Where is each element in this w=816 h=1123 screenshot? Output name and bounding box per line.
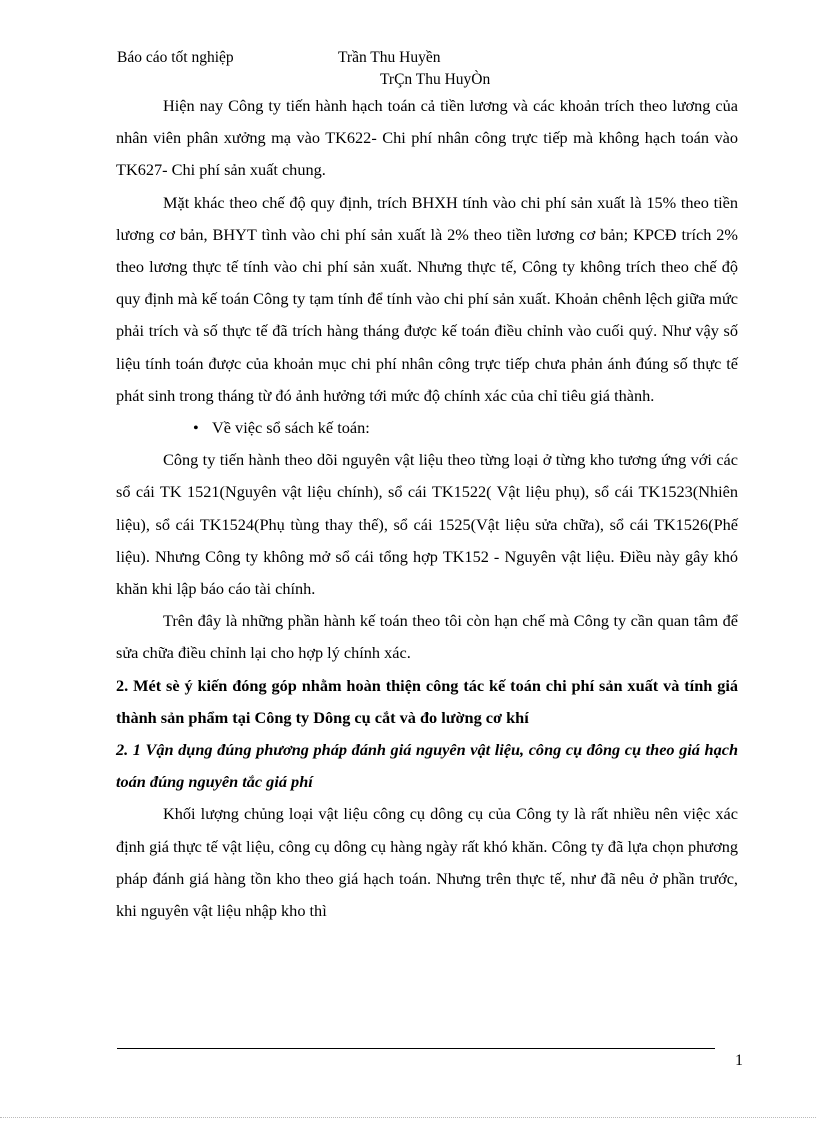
paragraph-3: Công ty tiến hành theo dõi nguyên vật liệu theo từng loại ở từng kho tương ứng với các sổ cái TK 1521(Nguyên vật liệu chính), sổ cái TK1522( Vật liệu phụ), sổ cái TK1523(Nhiên liệu), sổ cái TK1524(Phụ tùng thay thế), sổ cái 1525(Vật liệu sửa chữa), sổ cái TK1526(Phế liệu). Nhưng Công ty không mở sổ cái tổng hợp TK152 - Nguyên vật liệu. Điều này gây khó khăn khi lập báo cáo tài chính. — [116, 450, 738, 599]
page-header — [117, 49, 737, 93]
subsection-heading: 2. 1 Vận dụng đúng phương pháp đánh giá nguyên vật liệu, công cụ đông cụ theo giá hạch toán đúng nguyên tắc giá phí — [116, 740, 738, 792]
section-heading: 2. Mét sè ý kiến đóng góp nhằm hoàn thiện công tác kế toán chi phí sản xuất và tính giá thành sản phẩm tại Công ty Dông cụ cắt và đo lường cơ khí — [116, 675, 738, 727]
paragraph-2: Mặt khác theo chế độ quy định, trích BHXH tính vào chi phí sản xuất là 15% theo tiền lương cơ bản, BHYT tình vào chi phí sản xuất là 2% theo tiền lương cơ bản; KPCĐ trích 2% theo lương thực tế tính vào chi phí sản xuất. Nhưng thực tế, Công ty không trích theo chế độ quy định mà kế toán Công ty tạm tính để tính vào chi phí sản xuất. Khoản chênh lệch giữa mức phải trích và số thực tế đã trích hàng tháng được kế toán điều chỉnh vào cuối quý. Như vậy số liệu tính toán được của khoản mục chi phí nhân công trực tiếp chưa phản ánh đúng số thực tế phát sinh trong tháng từ đó ảnh hưởng tới mức độ chính xác của chỉ tiêu giá thành. — [116, 192, 738, 405]
bullet-item — [116, 412, 738, 444]
page-number: 1 — [735, 1052, 743, 1069]
header-author-name: Trần Thu Huyền — [338, 49, 441, 66]
footer-rule — [117, 1048, 715, 1049]
paragraph-5: Khối lượng chủng loại vật liệu công cụ dông cụ của Công ty là rất nhiều nên việc xác định giá thực tế vật liệu, công cụ dông cụ hàng ngày rất khó khăn. Công ty đã lựa chọn phương pháp đánh giá hàng tồn kho theo giá hạch toán. Nhưng trên thực tế, như đã nêu ở phần trước, khi nguyên vật liệu nhập kho thì — [116, 804, 738, 921]
bullet-text: Về việc sổ sách kế toán: — [212, 418, 370, 438]
document-body — [116, 90, 738, 927]
header-author-name-garbled: TrÇn Thu HuyÒn — [380, 71, 491, 88]
header-report-title: Báo cáo tốt nghiệp — [117, 49, 234, 66]
paragraph-4: Trên đây là những phần hành kế toán theo tôi còn hạn chế mà Công ty cần quan tâm để sửa chữa điều chỉnh lại cho hợp lý chính xác. — [116, 611, 738, 663]
page-edge-divider — [0, 1117, 816, 1118]
paragraph-1: Hiện nay Công ty tiến hành hạch toán cả tiền lương và các khoản trích theo lương của nhân viên phân xưởng mạ vào TK622- Chi phí nhân công trực tiếp mà không hạch toán vào TK627- Chi phí sản xuất chung. — [116, 96, 738, 180]
bullet-icon: • — [193, 418, 199, 438]
